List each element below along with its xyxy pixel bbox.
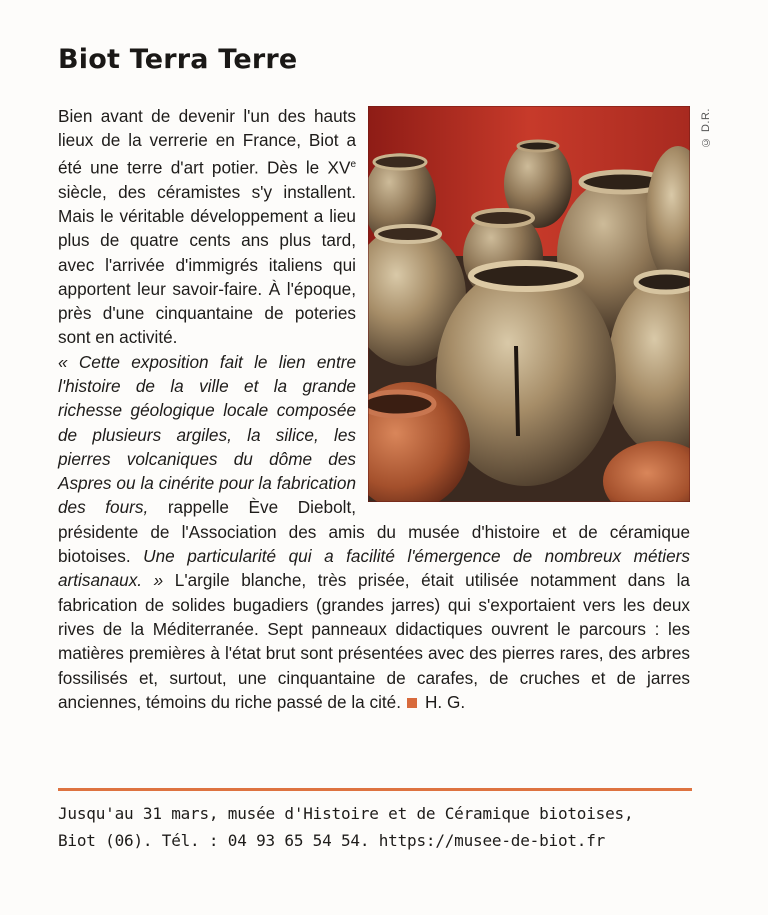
quote-part-2: Une particularité qui a facilité l'émergence de nombreux métiers artisanaux. » xyxy=(58,546,690,591)
article-body xyxy=(58,104,690,714)
attribution: rappelle Ève Diebolt, présidente de l'Association des amis du musée d'histoire et de céramique biotoises. xyxy=(58,497,690,567)
author-initials: H. G. xyxy=(425,691,466,712)
quote-part-1: « Cette exposition fait le lien entre l'histoire de la ville et la grande richesse géologique locale composée de plusieurs argiles, la silice, les pierres volcaniques du dôme des Aspres ou la cinérite pour la fabrication des fours, xyxy=(58,351,356,518)
end-square-icon xyxy=(407,698,417,708)
photo-credit: © D.R. xyxy=(700,108,712,149)
info-line-1: Jusqu'au 31 mars, musée d'Histoire et de Céramique biotoises, xyxy=(58,804,634,823)
pottery-jars-photo xyxy=(368,106,690,502)
separator-rule xyxy=(58,788,692,791)
info-line-2: Biot (06). Tél. : 04 93 65 54 54. https://musee-de-biot.fr xyxy=(58,831,606,850)
article-title: Biot Terra Terre xyxy=(58,44,298,75)
article-rest: L'argile blanche, très prisée, était utilisée notamment dans la fabrication de solides bugadiers (grandes jarres) qui s'exportaient vers les deux rives de la Méditerranée. Sept panneaux didactiques ouvrent le parcours : les matières premières à l'état brut sont présentées avec des pierres rares, des arbres fossilisés et, surtout, une cinquantaine de carafes, de cruches et de jarres anciennes, témoins du riche passé de la cité. xyxy=(58,570,690,712)
exhibition-info xyxy=(58,800,708,854)
article-paragraph: Bien avant de devenir l'un des hauts lieux de la verrerie en France, Biot a été une terre d'art potier. Dès le XVe siècle, des céramistes s'y installent. Mais le véritable développement a lieu plus de quatre cents ans plus tard, avec l'arrivée d'immigrés italiens qui apportent leur savoir-faire. À l'époque, près d'une cinquantaine de poteries sont en activité. xyxy=(58,106,356,348)
